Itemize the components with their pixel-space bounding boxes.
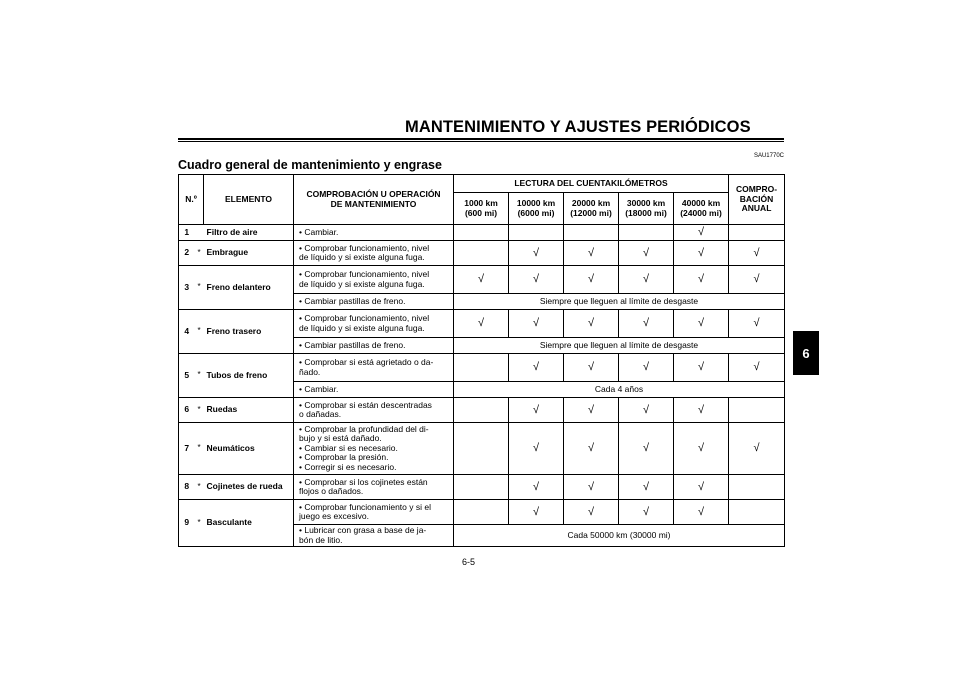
table-row bbox=[179, 354, 785, 382]
table-row bbox=[179, 241, 785, 266]
section-title: Cuadro general de mantenimiento y engrase bbox=[178, 158, 442, 172]
empty-cell bbox=[729, 225, 785, 241]
operation-line: • Corregir si es necesario. bbox=[299, 461, 397, 472]
operation-cell bbox=[294, 225, 454, 241]
check-mark-cell: √ bbox=[674, 475, 729, 500]
row-number: 7 bbox=[179, 423, 195, 475]
row-element: Neumáticos bbox=[204, 423, 294, 475]
empty-cell bbox=[729, 398, 785, 423]
row-asterisk: * bbox=[195, 500, 204, 547]
operation-line: • Comprobar funcionamiento y si el bbox=[299, 501, 431, 512]
operation-line: • Comprobar funcionamiento, nivel bbox=[299, 269, 430, 280]
row-number: 3 bbox=[179, 266, 195, 310]
check-mark-cell: √ bbox=[564, 266, 619, 294]
table-row bbox=[179, 423, 785, 475]
operation-cell bbox=[294, 525, 454, 547]
check-mark-cell: √ bbox=[674, 354, 729, 382]
check-mark-cell: √ bbox=[619, 423, 674, 475]
check-mark-cell: √ bbox=[619, 310, 674, 338]
check-mark-cell: √ bbox=[674, 266, 729, 294]
check-mark-cell: √ bbox=[674, 398, 729, 423]
operation-cell bbox=[294, 382, 454, 398]
operation-cell bbox=[294, 338, 454, 354]
empty-cell bbox=[454, 225, 509, 241]
check-mark-cell: √ bbox=[509, 310, 564, 338]
operation-line: • Comprobar la profundidad del di- bbox=[299, 424, 429, 435]
header-rule-thin bbox=[178, 141, 784, 142]
check-mark-cell: √ bbox=[729, 354, 785, 382]
header-interval: 10000 km (6000 mi) bbox=[509, 193, 564, 225]
empty-cell bbox=[454, 500, 509, 525]
check-mark-cell: √ bbox=[674, 241, 729, 266]
check-mark-cell: √ bbox=[674, 225, 729, 241]
header-operation: COMPROBACIÓN U OPERACIÓN DE MANTENIMIENTO bbox=[294, 175, 454, 225]
empty-cell bbox=[454, 241, 509, 266]
header-reading: LECTURA DEL CUENTAKILÓMETROS bbox=[454, 175, 729, 193]
row-number: 6 bbox=[179, 398, 195, 423]
check-mark-cell: √ bbox=[509, 266, 564, 294]
empty-cell bbox=[729, 500, 785, 525]
operation-line: de líquido y si existe alguna fuga. bbox=[299, 322, 425, 333]
table-row bbox=[179, 310, 785, 338]
check-mark-cell: √ bbox=[729, 310, 785, 338]
maintenance-table bbox=[178, 174, 785, 547]
operation-line: juego es excesivo. bbox=[299, 511, 369, 521]
check-mark-cell: √ bbox=[619, 398, 674, 423]
check-mark-cell: √ bbox=[454, 310, 509, 338]
row-number: 9 bbox=[179, 500, 195, 547]
check-mark-cell: √ bbox=[619, 354, 674, 382]
operation-cell bbox=[294, 423, 454, 475]
operation-line: bón de litio. bbox=[299, 534, 343, 545]
operation-cell bbox=[294, 266, 454, 294]
empty-cell bbox=[729, 475, 785, 500]
operation-cell bbox=[294, 241, 454, 266]
row-asterisk: * bbox=[195, 354, 204, 398]
row-element: Freno delantero bbox=[204, 266, 294, 310]
header-num: N.º bbox=[179, 175, 204, 225]
empty-cell bbox=[454, 423, 509, 475]
operation-line: • Cambiar pastillas de freno. bbox=[299, 295, 406, 306]
row-number: 5 bbox=[179, 354, 195, 398]
check-mark-cell: √ bbox=[509, 398, 564, 423]
operation-line: de líquido y si existe alguna fuga. bbox=[299, 252, 425, 262]
check-mark-cell: √ bbox=[674, 423, 729, 475]
check-mark-cell: √ bbox=[674, 500, 729, 525]
interval-note: Siempre que lleguen al límite de desgaste bbox=[454, 338, 785, 354]
check-mark-cell: √ bbox=[509, 423, 564, 475]
row-element: Tubos de freno bbox=[204, 354, 294, 398]
header-interval: 40000 km (24000 mi) bbox=[674, 193, 729, 225]
check-mark-cell: √ bbox=[729, 241, 785, 266]
empty-cell bbox=[564, 225, 619, 241]
row-number: 1 bbox=[179, 225, 195, 241]
row-element: Freno trasero bbox=[204, 310, 294, 354]
table-row bbox=[179, 398, 785, 423]
row-element: Cojinetes de rueda bbox=[204, 475, 294, 500]
header-element: ELEMENTO bbox=[204, 175, 294, 225]
row-asterisk: * bbox=[195, 241, 204, 266]
operation-cell bbox=[294, 294, 454, 310]
row-asterisk: * bbox=[195, 266, 204, 310]
header-interval: 20000 km (12000 mi) bbox=[564, 193, 619, 225]
operation-line: de líquido y si existe alguna fuga. bbox=[299, 278, 425, 289]
operation-line: bujo y si está dañado. bbox=[299, 433, 382, 444]
empty-cell bbox=[454, 354, 509, 382]
operation-line: • Comprobar si está agrietado o da- bbox=[299, 357, 434, 368]
row-asterisk bbox=[195, 225, 204, 241]
check-mark-cell: √ bbox=[509, 500, 564, 525]
row-element: Basculante bbox=[204, 500, 294, 547]
operation-line: • Comprobar funcionamiento, nivel bbox=[299, 242, 430, 253]
interval-note: Cada 50000 km (30000 mi) bbox=[454, 525, 785, 547]
row-number: 8 bbox=[179, 475, 195, 500]
check-mark-cell: √ bbox=[564, 475, 619, 500]
row-asterisk: * bbox=[195, 423, 204, 475]
header-rule bbox=[178, 138, 784, 140]
check-mark-cell: √ bbox=[619, 500, 674, 525]
operation-line: • Cambiar si es necesario. bbox=[299, 442, 398, 453]
check-mark-cell: √ bbox=[564, 354, 619, 382]
operation-line: • Comprobar si están descentradas bbox=[299, 399, 432, 410]
check-mark-cell: √ bbox=[564, 398, 619, 423]
chapter-tab: 6 bbox=[793, 331, 819, 375]
empty-cell bbox=[454, 398, 509, 423]
check-mark-cell: √ bbox=[509, 241, 564, 266]
empty-cell bbox=[454, 475, 509, 500]
operation-line: • Comprobar la presión. bbox=[299, 452, 389, 463]
check-mark-cell: √ bbox=[564, 500, 619, 525]
row-element: Ruedas bbox=[204, 398, 294, 423]
check-mark-cell: √ bbox=[729, 266, 785, 294]
header-interval: 30000 km (18000 mi) bbox=[619, 193, 674, 225]
operation-line: • Comprobar si los cojinetes están bbox=[299, 476, 428, 487]
operation-cell bbox=[294, 310, 454, 338]
operation-line: flojos o dañados. bbox=[299, 486, 364, 496]
operation-cell bbox=[294, 475, 454, 500]
row-element: Embrague bbox=[204, 241, 294, 266]
check-mark-cell: √ bbox=[619, 266, 674, 294]
interval-note: Cada 4 años bbox=[454, 382, 785, 398]
table-row bbox=[179, 500, 785, 525]
row-asterisk: * bbox=[195, 398, 204, 423]
row-asterisk: * bbox=[195, 310, 204, 354]
table-row bbox=[179, 475, 785, 500]
page-number: 6-5 bbox=[462, 557, 476, 567]
operation-cell bbox=[294, 398, 454, 423]
check-mark-cell: √ bbox=[674, 310, 729, 338]
page-header-title: MANTENIMIENTO Y AJUSTES PERIÓDICOS bbox=[405, 118, 751, 136]
check-mark-cell: √ bbox=[454, 266, 509, 294]
check-mark-cell: √ bbox=[619, 241, 674, 266]
operation-line: o dañadas. bbox=[299, 409, 342, 419]
header-annual: COMPRO- BACIÓN ANUAL bbox=[729, 175, 785, 225]
operation-cell bbox=[294, 500, 454, 525]
row-number: 4 bbox=[179, 310, 195, 354]
document-code: SAU1770C bbox=[753, 153, 784, 159]
check-mark-cell: √ bbox=[564, 241, 619, 266]
operation-line: • Cambiar. bbox=[299, 383, 339, 394]
check-mark-cell: √ bbox=[564, 423, 619, 475]
check-mark-cell: √ bbox=[509, 475, 564, 500]
header-interval: 1000 km (600 mi) bbox=[454, 193, 509, 225]
row-number: 2 bbox=[179, 241, 195, 266]
empty-cell bbox=[509, 225, 564, 241]
operation-line: • Cambiar pastillas de freno. bbox=[299, 339, 406, 350]
operation-line: • Cambiar. bbox=[299, 226, 339, 237]
check-mark-cell: √ bbox=[729, 423, 785, 475]
operation-line: • Lubricar con grasa a base de ja- bbox=[299, 525, 427, 536]
empty-cell bbox=[619, 225, 674, 241]
row-asterisk: * bbox=[195, 475, 204, 500]
check-mark-cell: √ bbox=[564, 310, 619, 338]
table-row bbox=[179, 266, 785, 294]
row-element: Filtro de aire bbox=[204, 225, 294, 241]
table-row bbox=[179, 225, 785, 241]
interval-note: Siempre que lleguen al límite de desgaste bbox=[454, 294, 785, 310]
check-mark-cell: √ bbox=[509, 354, 564, 382]
operation-cell bbox=[294, 354, 454, 382]
operation-line: ñado. bbox=[299, 366, 321, 377]
operation-line: • Comprobar funcionamiento, nivel bbox=[299, 313, 430, 324]
check-mark-cell: √ bbox=[619, 475, 674, 500]
